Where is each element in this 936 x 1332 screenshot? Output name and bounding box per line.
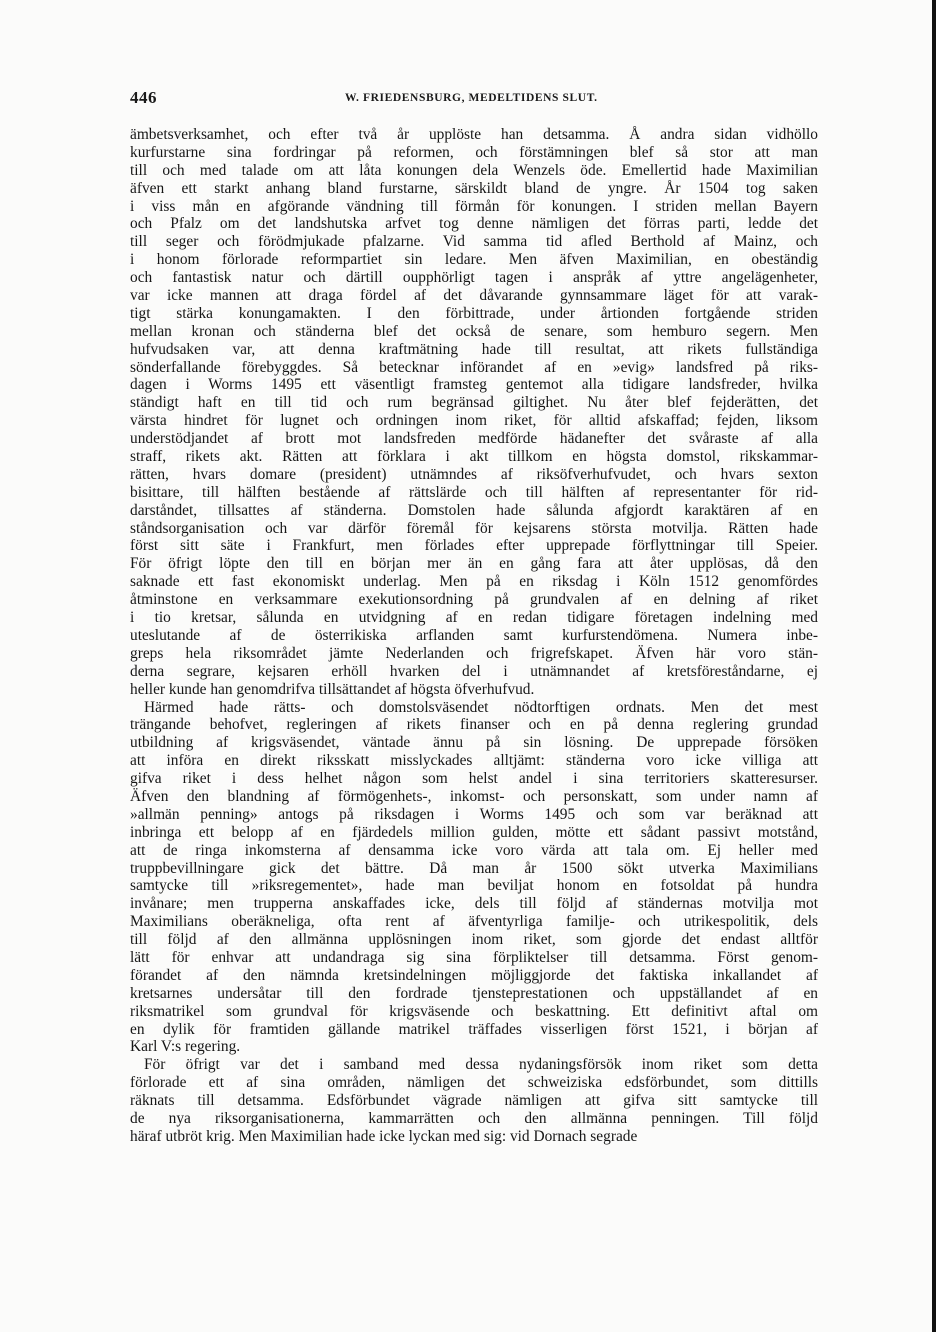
text-line: truppbevillningare gick det bättre. Då man år 1500 sökt utverka Maximilians (130, 859, 818, 877)
text-line: hufvudsaken var, att denna kraftmätning hade till resultat, att rikets fullständiga (130, 340, 818, 358)
scan-border (932, 0, 936, 1332)
text-line: åtminstone en verksammare exekutionsordning på grundvalen af en delning af riket (130, 591, 818, 609)
text-line: ständigt haft en till tid och rum begränsad giltighet. Nu åter blef fejderätten, det (130, 394, 818, 412)
text-line: riksmatrikel som grundval för krigsväsende och beskattning. Ett definitivt aftal om (130, 1002, 818, 1020)
body-text (130, 126, 818, 1146)
text-line: till seger och förödmjukade pfalzarne. Vid samma tid afled Berthold af Mainz, och (130, 233, 818, 251)
text-line: förlorade ett af sina områden, nämligen det schweiziska edsförbundet, som dittills (130, 1074, 818, 1092)
text-line: värsta hindret för lugnet och ordningen inom riket, för alltid afskaffad; fejden, liksom (130, 412, 818, 430)
text-line: i honom förlorade reformpartiet sin ledare. Men äfven Maximilian, en obeständig (130, 251, 818, 269)
text-line: Karl V:s regering. (130, 1038, 241, 1056)
text-line: först sitt säte i Frankfurt, men förlades efter upprepade förflyttningar till Speier. (130, 537, 818, 555)
text-line: förandet af den nämnda kretsindelningen möjliggjorde det faktiska inkallandet af (130, 966, 818, 984)
text-line: att införa en direkt riksskatt misslyckades alltjämt: ständerna voro icke villiga att (130, 752, 818, 770)
text-line: Äfven den blandning af förmögenhets-, inkomst- och personskatt, som under namn af (130, 787, 818, 805)
text-line: ämbetsverksamhet, och efter två år upplöste han detsamma. Å andra sidan vidhöllo (130, 126, 818, 143)
text-line: utbildning af krigsväsendet, väntade ännu på sin lösning. De upprepade försöken (130, 734, 818, 752)
text-line: Maximilians oberäkneliga, ofta rent af äfventyrliga familje- och utrikespolitik, dels (130, 913, 818, 931)
text-line: För öfrigt var det i samband med dessa nydaningsförsök inom riket som detta (144, 1056, 818, 1074)
text-line: samtycke till »riksregementet», hade man beviljat honom en fotsoldat på hundra (130, 877, 818, 895)
text-line: och Pfalz om det landshutska arfvet tog denne nämligen det förras parti, ledde det (130, 215, 818, 233)
text-line: greps hela riksområdet jämte Nederlanden och frigrefskapet. Äfven här voro stän- (130, 644, 818, 662)
text-line: dagen i Worms 1495 ett väsentligt framsteg gentemot alla tidigare landsfreder, hvilka (130, 376, 818, 394)
text-line: mellan kronan och ständerna blef det också de senare, som hemburo segern. Men (130, 322, 818, 340)
paragraph (130, 699, 818, 1057)
text-line: till och med talade om att låta konungen dela Wenzels öde. Emellertid hade Maximilian (130, 161, 818, 179)
text-line: häraf utbröt krig. Men Maximilian hade icke lyckan med sig: vid Dornach segrade (130, 1127, 638, 1145)
text-line: lätt för enhvar att undandraga sig sina förpliktelser till detsamma. Först genom- (130, 948, 818, 966)
text-line: kurfurstarne sina fordringar på reformen, och förstämningen blef så stor att man (130, 143, 818, 161)
text-line: derna segrare, kejsaren erhöll hvarken del i utnämnandet af kretsföreståndarne, ej (130, 662, 818, 680)
text-line: i tio kretsar, sålunda en utvidgning af en redan tidigare företagen indelning med (130, 609, 818, 627)
text-line: var icke mannen att draga fördel af det dåvarande gynnsammare läget för att varak- (130, 287, 818, 305)
text-line: en dylik för framtiden gällande matrikel träffades visserligen först 1521, i början af (130, 1020, 818, 1038)
text-line: rätten, hvars domare (president) utnämndes af riksöfverhufvudet, och hvars sexton (130, 465, 818, 483)
text-line: äfven ett starkt anhang bland furstarne, särskildt bland de yngre. År 1504 tog saken (130, 179, 818, 197)
text-line: sönderfallande förebyggdes. Så betecknar införandet af en »evig» landsfred på riks- (130, 358, 818, 376)
text-line: saknade ett fast ekonomiskt underlag. Men på en riksdag i Köln 1512 genomfördes (130, 573, 818, 591)
text-line: att de ringa inkomsterna af densamma icke voro värda att tala om. Ej heller med (130, 841, 818, 859)
text-line: invånare; men trupperna anskaffades icke, dels till följd af ständernas motvilja mot (130, 895, 818, 913)
text-line: understödjandet af brott mot landsfreden medförde hädanefter det svåraste af alla (130, 430, 818, 448)
page-header (130, 88, 820, 112)
text-line: trängande behofvet, regleringen af rikets finanser och en på denna reglering grundad (130, 716, 818, 734)
page-number: 446 (130, 88, 157, 107)
text-line: inbringa ett belopp af en fjärdedels million gulden, mötte ett sådant passivt motstånd, (130, 823, 818, 841)
text-line: och fantastisk natur och därtill oupphörligt tagen i anspråk af yttre angelägenheter, (130, 269, 818, 287)
text-line: de nya riksorganisationerna, kammarrätten och den allmänna penningen. Till följd (130, 1109, 818, 1127)
text-line: gifva riket i dess helhet någon som helst andel i sina territoriers skatteresurser. (130, 770, 818, 788)
text-line: Härmed hade rätts- och domstolsväsendet nödtorftigen ordnats. Men det mest (144, 698, 818, 716)
text-line: darståndet, tillsattes af ständerna. Domstolen hade sålunda afgjordt karaktären af en (130, 501, 818, 519)
text-line: »allmän penning» antogs på riksdagen i Worms 1495 och som var beräknad att (130, 805, 818, 823)
text-line: uteslutande af de österrikiska arflanden samt kurfurstendömena. Numera inbe- (130, 626, 818, 644)
paragraph (130, 1056, 818, 1145)
text-line: heller kunde han genomdrifva tillsättandet af högsta öfverhufvud. (130, 680, 535, 698)
text-line: räknats till detsamma. Edsförbundet vägrade nämligen att gifva sitt samtycke till (130, 1092, 818, 1110)
text-line: kretsarnes undersåtar till den fordrade tjensteprestationen och uppställandet af en (130, 984, 818, 1002)
text-line: till följd af den allmänna upplösningen inom riket, som gjorde det endast alltför (130, 931, 818, 949)
text-line: bisittare, till hälften bestående af rättslärde och till hälften af representanter för rid- (130, 483, 818, 501)
running-title: W. FRIEDENSBURG, MEDELTIDENS SLUT. (345, 92, 598, 104)
text-line: tigt stärka konungamakten. I den förbittrade, under årtionden fortgående striden (130, 304, 818, 322)
paragraph (130, 126, 818, 699)
text-line: straff, rikets akt. Rätten att förklara i akt tillkom en högsta domstol, rikskammar- (130, 448, 818, 466)
text-line: För öfrigt löpte den till en början mer än en gång fara att åter upplösas, då den (130, 555, 818, 573)
text-line: ståndsorganisation och var därför föremål för kejsarens största motvilja. Rätten hade (130, 519, 818, 537)
text-line: i viss mån en afgörande vändning till förmån för konungen. I striden mellan Bayern (130, 197, 818, 215)
